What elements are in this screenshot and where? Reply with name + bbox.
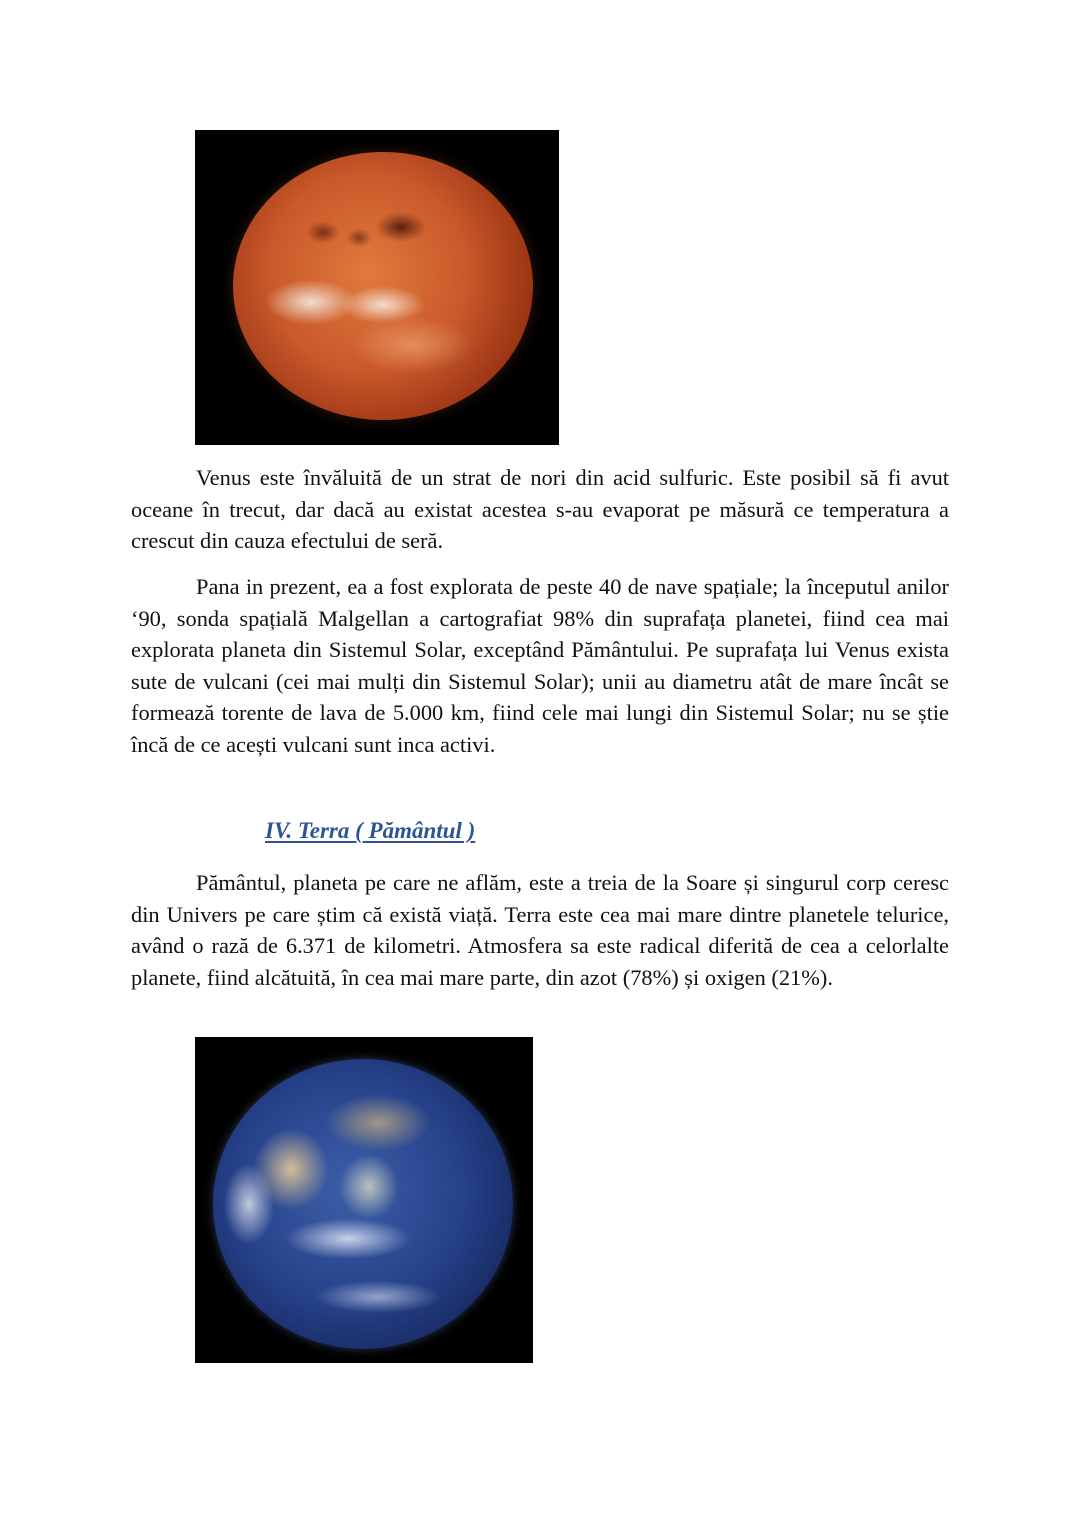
venus-paragraph-clouds: Venus este învăluită de un strat de nori din acid sulfuric. Este posibil să fi avut oceane în trecut, dar dacă au existat acestea s-au evaporat pe măsură ce temperatura a crescut din cauza efectului de seră. (131, 465, 949, 553)
earth-paragraph: Pământul, planeta pe care ne aflăm, este a treia de la Soare și singurul corp ceresc din Univers pe care știm că există viață. Terra este cea mai mare dintre planetele telurice, având o rază de 6.371 de kilometri. Atmosfera sa este radical diferită de cea a celorlalte planete, fiind alcătuită, în cea mai mare parte, din azot (78%) și oxigen (21%). (131, 870, 949, 990)
earth-globe (213, 1059, 513, 1349)
earth-image (195, 1037, 533, 1363)
venus-paragraph-exploration: Pana in prezent, ea a fost explorata de peste 40 de nave spațiale; la începutul anilor ‘90, sonda spațială Malgellan a cartografiat 98% din suprafața planetei, fiind cea mai explorata planeta din Sistemul Solar, exceptând Pământului. Pe suprafața lui Venus exista sute de vulcani (cei mai mulți din Sistemul Solar); unii au diametru atât de mare încât se formează torente de lava de 5.000 km, fiind cele mai lungi din Sistemul Solar; nu se știe încă de ce acești vulcani sunt inca activi. (131, 574, 949, 757)
venus-image (195, 130, 559, 445)
section-heading-terra: IV. Terra ( Pământul ) (265, 818, 476, 843)
venus-globe (233, 152, 533, 420)
